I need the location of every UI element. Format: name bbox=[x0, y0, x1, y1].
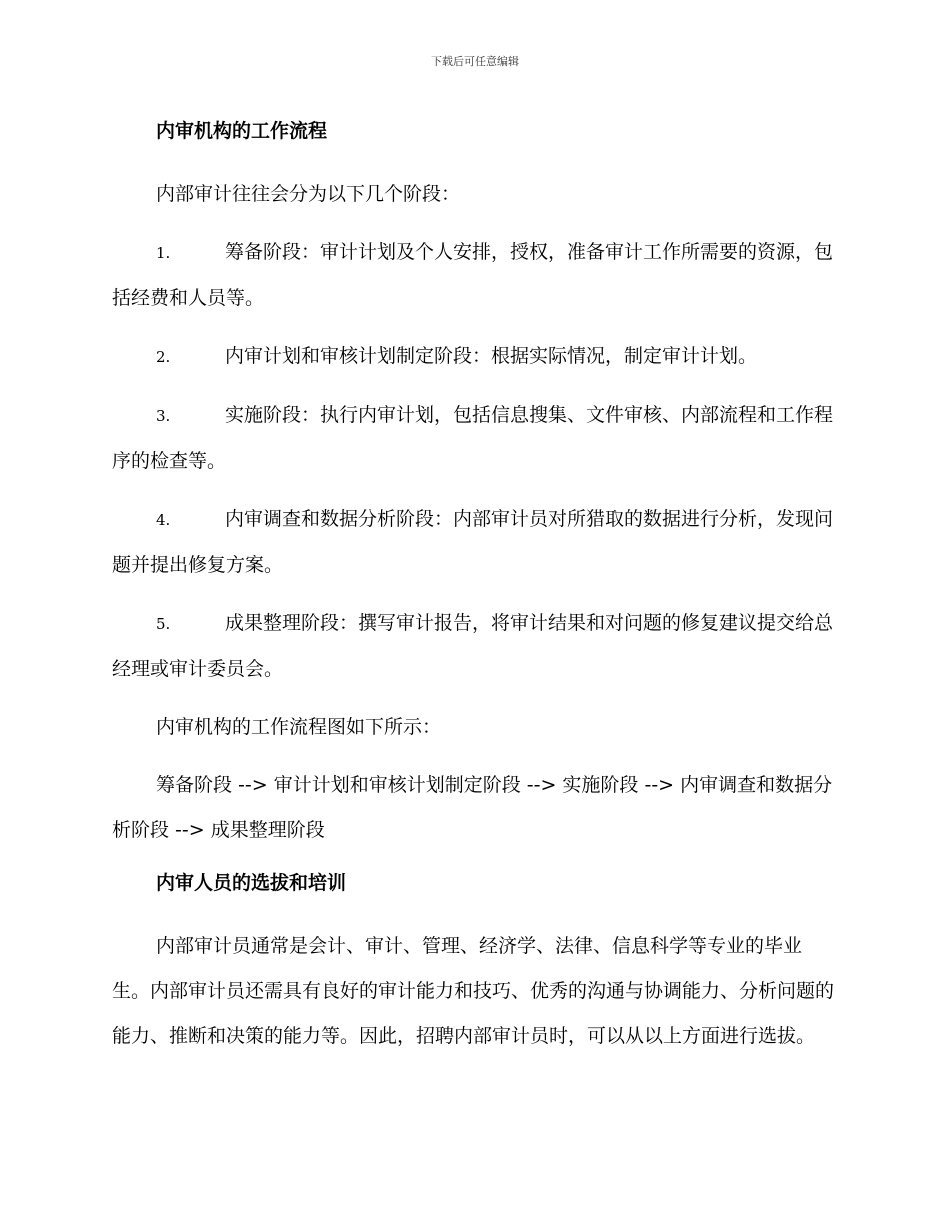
list-item bbox=[112, 334, 837, 380]
list-text: 成果整理阶段：撰写审计报告，将审计结果和对问题的修复建议提交给总经理或审计委员会。 bbox=[112, 612, 834, 680]
list-item bbox=[112, 601, 837, 692]
list-item bbox=[112, 230, 837, 321]
list-number: 4. bbox=[156, 511, 171, 529]
list-number: 3. bbox=[156, 407, 171, 425]
document-body bbox=[112, 114, 837, 1072]
list-text: 内审调查和数据分析阶段：内部审计员对所猎取的数据进行分析，发现问题并提出修复方案。 bbox=[112, 508, 834, 576]
page-header: 下载后可任意编辑 bbox=[431, 55, 519, 68]
list-number: 1. bbox=[156, 244, 171, 262]
intro-paragraph: 内部审计往往会分为以下几个阶段： bbox=[156, 183, 461, 205]
section-heading-selection: 内审人员的选拔和培训 bbox=[156, 872, 347, 894]
selection-paragraph: 内部审计员通常是会计、审计、管理、经济学、法律、信息科学等专业的毕业生。内部审计员还需具有良好的审计能力和技巧、优秀的沟通与协调能力、分析问题的能力、推断和决策的能力等。因此，招聘内部审计员时，可以从以上方面进行选拔。 bbox=[112, 935, 835, 1047]
list-item bbox=[112, 497, 837, 588]
section-heading-workflow: 内审机构的工作流程 bbox=[156, 120, 328, 142]
flow-intro-paragraph: 内审机构的工作流程图如下所示： bbox=[156, 716, 442, 738]
list-text: 实施阶段：执行内审计划，包括信息搜集、文件审核、内部流程和工作程序的检查等。 bbox=[112, 404, 834, 472]
list-number: 5. bbox=[156, 615, 171, 633]
flow-paragraph: 筹备阶段 --> 审计计划和审核计划制定阶段 --> 实施阶段 --> 内审调查和数据分析阶段 --> 成果整理阶段 bbox=[112, 774, 833, 841]
list-text: 内审计划和审核计划制定阶段：根据实际情况，制定审计计划。 bbox=[225, 345, 758, 367]
list-text: 筹备阶段：审计计划及个人安排，授权，准备审计工作所需要的资源，包括经费和人员等。 bbox=[112, 241, 834, 309]
list-item bbox=[112, 393, 837, 484]
list-number: 2. bbox=[156, 348, 171, 366]
